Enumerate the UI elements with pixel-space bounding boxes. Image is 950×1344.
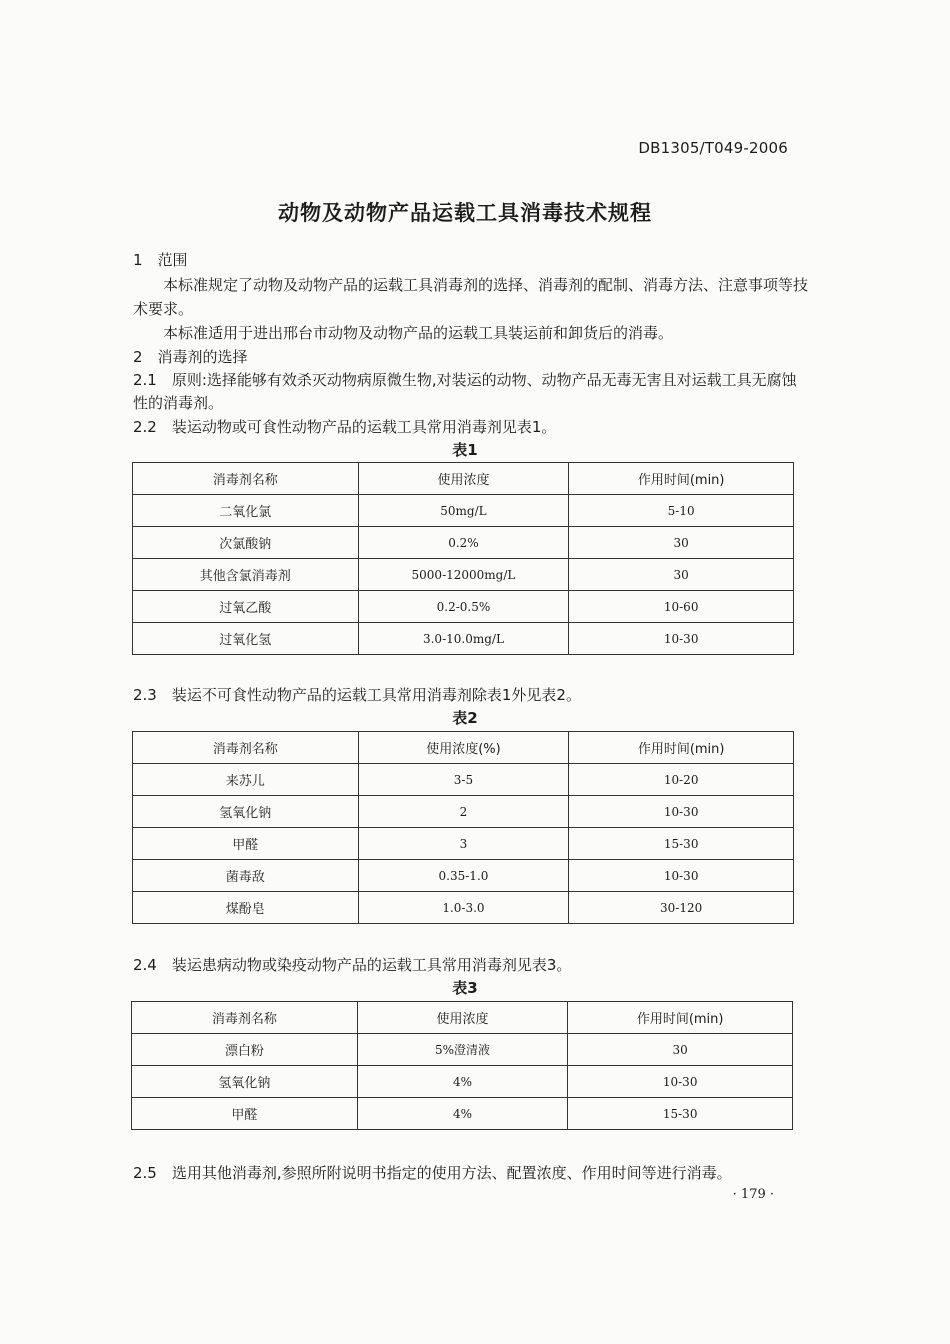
concentration-cell: 0.2-0.5% — [358, 591, 569, 623]
concentration-cell: 3.0-10.0mg/L — [358, 623, 569, 655]
header-cell: 使用浓度 — [357, 1002, 568, 1034]
table-1-caption: 表1 — [452, 441, 478, 459]
paragraph-1-line-2: 术要求。 — [133, 300, 194, 318]
table-row — [133, 860, 794, 892]
header-cell: 使用浓度 — [358, 463, 569, 495]
section-1-heading: 1 范围 — [133, 251, 188, 269]
disinfectant-name-cell: 甲醛 — [132, 1098, 358, 1130]
table-1 — [132, 462, 794, 655]
page-number: · 179 · — [732, 1187, 774, 1202]
document-number: DB1305/T049-2006 — [638, 139, 788, 157]
header-cell: 作用时间(min) — [569, 463, 794, 495]
concentration-cell: 4% — [357, 1066, 568, 1098]
table-row — [133, 828, 794, 860]
header-cell: 消毒剂名称 — [133, 732, 359, 764]
duration-cell: 15-30 — [568, 1098, 793, 1130]
table-row — [132, 1034, 793, 1066]
clause-2-3: 2.3 装运不可食性动物产品的运载工具常用消毒剂除表1外见表2。 — [133, 686, 581, 704]
paragraph-1-line-1: 本标准规定了动物及动物产品的运载工具消毒剂的选择、消毒剂的配制、消毒方法、注意事项等技 — [163, 276, 809, 294]
paragraph-2: 本标准适用于进出邢台市动物及动物产品的运载工具装运前和卸货后的消毒。 — [163, 324, 674, 342]
disinfectant-name-cell: 过氧化氢 — [133, 623, 359, 655]
table-row — [132, 1066, 793, 1098]
clause-2-4: 2.4 装运患病动物或染疫动物产品的运载工具常用消毒剂见表3。 — [133, 956, 572, 974]
disinfectant-name-cell: 来苏儿 — [133, 764, 359, 796]
concentration-cell: 1.0-3.0 — [358, 892, 569, 924]
table-2 — [132, 731, 794, 924]
table-3 — [131, 1001, 793, 1130]
disinfectant-name-cell: 其他含氯消毒剂 — [133, 559, 359, 591]
table-row — [133, 495, 794, 527]
disinfectant-name-cell: 氢氧化钠 — [132, 1066, 358, 1098]
header-cell: 作用时间(min) — [569, 732, 794, 764]
duration-cell: 10-30 — [569, 623, 794, 655]
disinfectant-name-cell: 菌毒敌 — [133, 860, 359, 892]
table-row — [133, 796, 794, 828]
duration-cell: 10-60 — [569, 591, 794, 623]
disinfectant-name-cell: 漂白粉 — [132, 1034, 358, 1066]
concentration-cell: 50mg/L — [358, 495, 569, 527]
table-2-caption: 表2 — [452, 709, 478, 727]
section-2-heading: 2 消毒剂的选择 — [133, 348, 248, 366]
table-header-row — [133, 732, 794, 764]
duration-cell: 30 — [569, 527, 794, 559]
table-row — [133, 559, 794, 591]
page-title: 动物及动物产品运载工具消毒技术规程 — [278, 201, 652, 225]
concentration-cell: 3 — [358, 828, 569, 860]
disinfectant-name-cell: 煤酚皂 — [133, 892, 359, 924]
table-row — [133, 527, 794, 559]
duration-cell: 10-30 — [569, 860, 794, 892]
duration-cell: 10-30 — [569, 796, 794, 828]
duration-cell: 5-10 — [569, 495, 794, 527]
duration-cell: 10-20 — [569, 764, 794, 796]
duration-cell: 30 — [568, 1034, 793, 1066]
concentration-cell: 4% — [357, 1098, 568, 1130]
table-header-row — [132, 1002, 793, 1034]
header-cell: 消毒剂名称 — [132, 1002, 358, 1034]
disinfectant-name-cell: 次氯酸钠 — [133, 527, 359, 559]
disinfectant-name-cell: 过氧乙酸 — [133, 591, 359, 623]
duration-cell: 30 — [569, 559, 794, 591]
table-row — [133, 591, 794, 623]
duration-cell: 10-30 — [568, 1066, 793, 1098]
concentration-cell: 3-5 — [358, 764, 569, 796]
clause-2-1-line-2: 性的消毒剂。 — [133, 394, 224, 412]
table-3-caption: 表3 — [452, 979, 478, 997]
clause-2-2: 2.2 装运动物或可食性动物产品的运载工具常用消毒剂见表1。 — [133, 418, 557, 436]
disinfectant-name-cell: 甲醛 — [133, 828, 359, 860]
table-row — [133, 623, 794, 655]
concentration-cell: 5000-12000mg/L — [358, 559, 569, 591]
clause-2-1-line-1: 2.1 原则:选择能够有效杀灭动物病原微生物,对装运的动物、动物产品无毒无害且对运载工具无腐蚀 — [133, 371, 797, 389]
header-cell: 消毒剂名称 — [133, 463, 359, 495]
clause-2-5: 2.5 选用其他消毒剂,参照所附说明书指定的使用方法、配置浓度、作用时间等进行消毒。 — [133, 1164, 732, 1182]
duration-cell: 30-120 — [569, 892, 794, 924]
concentration-cell: 0.2% — [358, 527, 569, 559]
table-row — [133, 764, 794, 796]
concentration-cell: 0.35-1.0 — [358, 860, 569, 892]
concentration-cell: 5%澄清液 — [357, 1034, 568, 1066]
table-row — [133, 892, 794, 924]
table-row — [132, 1098, 793, 1130]
concentration-cell: 2 — [358, 796, 569, 828]
disinfectant-name-cell: 二氧化氯 — [133, 495, 359, 527]
header-cell: 使用浓度(%) — [358, 732, 569, 764]
table-header-row — [133, 463, 794, 495]
header-cell: 作用时间(min) — [568, 1002, 793, 1034]
duration-cell: 15-30 — [569, 828, 794, 860]
disinfectant-name-cell: 氢氧化钠 — [133, 796, 359, 828]
